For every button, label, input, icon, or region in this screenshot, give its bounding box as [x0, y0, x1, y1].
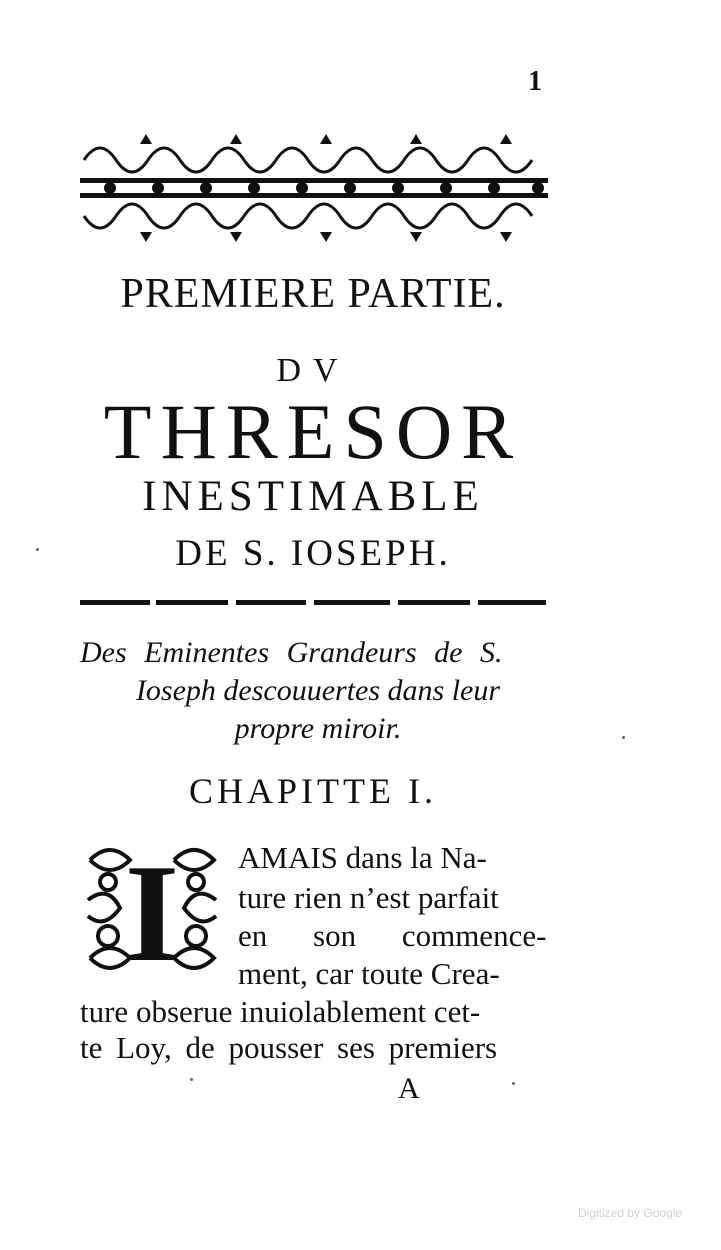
body-line-4: ment, car toute Crea-: [238, 956, 500, 991]
part-heading: PREMIERE PARTIE.: [120, 271, 506, 317]
divider-rule: [80, 599, 546, 607]
dropcap-letter: I: [124, 840, 180, 978]
paper-speck: [512, 1082, 515, 1085]
page-number: 1: [528, 66, 542, 97]
paper-speck: [622, 736, 625, 739]
body-line-2: ture rien n’est parfait: [238, 880, 499, 915]
paper-speck: [36, 548, 39, 551]
paper-speck: [190, 1078, 193, 1081]
subtitle-line-2: Ioseph descouuertes dans leur: [135, 674, 501, 707]
saint-heading: DE S. IOSEPH.: [175, 533, 451, 574]
body-line-3: en son commence-: [238, 918, 547, 953]
decorated-initial-icon: [80, 840, 224, 978]
signature-mark: A: [398, 1072, 420, 1105]
ornament-band-icon: [80, 130, 548, 242]
body-line-5: ture obserue inuiolablement cet-: [80, 994, 481, 1029]
heading-du: DV: [276, 352, 350, 389]
watermark: Digitized by Google: [578, 1206, 683, 1220]
subtitle-line-1: Des Eminentes Grandeurs de S.: [80, 636, 503, 669]
body-line-6: te Loy, de pousser ses premiers: [80, 1030, 498, 1065]
sub-title: INESTIMABLE: [142, 473, 484, 520]
subtitle-line-3: propre miroir.: [234, 712, 402, 745]
body-line-1: AMAIS dans la Na-: [238, 840, 487, 875]
main-title: THRESOR: [103, 388, 523, 475]
chapter-heading: CHAPITTE I.: [189, 771, 437, 811]
